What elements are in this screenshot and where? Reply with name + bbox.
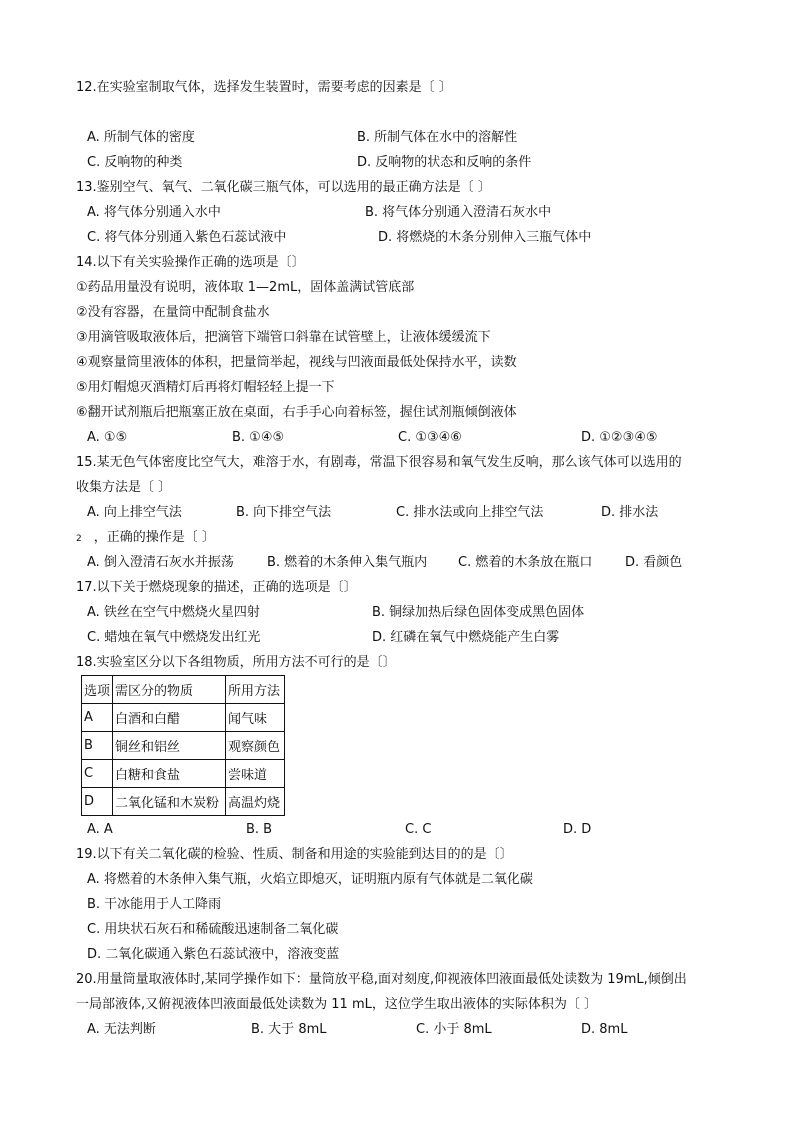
q14-stem: 14.以下有关实验操作正确的选项是〔〕 bbox=[76, 255, 305, 270]
q15-option-c: C. 排水法或向上排空气法 bbox=[396, 505, 544, 520]
q17-option-c: C. 蜡烛在氧气中燃烧发出红光 bbox=[87, 630, 261, 645]
q20-option-c: C. 小于 8mL bbox=[416, 1022, 492, 1037]
table-header-cell: 选项 bbox=[82, 676, 113, 704]
q20-option-d: D. 8mL bbox=[581, 1022, 628, 1037]
q19-option-a: A. 将燃着的木条伸入集气瓶，火焰立即熄灭，证明瓶内原有气体就是二氧化碳 bbox=[87, 872, 533, 887]
table-cell: C bbox=[82, 760, 113, 788]
q12-option-b: B. 所制气体在水中的溶解性 bbox=[357, 130, 518, 145]
q17-stem: 17.以下关于燃烧现象的描述，正确的选项是〔〕 bbox=[76, 580, 357, 595]
q12-option-c: C. 反响物的种类 bbox=[87, 155, 183, 170]
q14-option-a: A. ①⑤ bbox=[87, 430, 128, 445]
table-cell: 尝味道 bbox=[226, 760, 285, 788]
q20-option-a: A. 无法判断 bbox=[87, 1022, 156, 1037]
q17-option-d: D. 红磷在氧气中燃烧能产生白雾 bbox=[372, 630, 560, 645]
q19-stem: 19.以下有关二氧化碳的检验、性质、制备和用途的实验能到达目的的是〔〕 bbox=[76, 847, 513, 862]
q20-stem-line-2: 一局部液体,又俯视液体凹液面最低处读数为 11 mL，这位学生取出液体的实际体积为〔 〕 bbox=[76, 997, 597, 1012]
q14-option-d: D. ①②③④⑤ bbox=[581, 430, 658, 445]
q18-option-a: A. A bbox=[87, 822, 113, 837]
table-cell: 铜丝和铝丝 bbox=[113, 732, 226, 760]
q14-option-b: B. ①④⑤ bbox=[232, 430, 285, 445]
table-cell: A bbox=[82, 704, 113, 732]
q18-option-c: C. C bbox=[405, 822, 432, 837]
q18-option-d: D. D bbox=[563, 822, 592, 837]
q14-item-6: ⑥翻开试剂瓶后把瓶塞正放在桌面，右手手心向着标签，握住试剂瓶倾倒液体 bbox=[76, 405, 517, 420]
table-cell: 白酒和白醋 bbox=[113, 704, 226, 732]
q15-option-b: B. 向下排空气法 bbox=[236, 505, 332, 520]
q19-option-d: D. 二氧化碳通入紫色石蕊试液中，溶液变蓝 bbox=[87, 947, 340, 962]
q12-option-d: D. 反响物的状态和反响的条件 bbox=[357, 155, 532, 170]
q13-option-a: A. 将气体分别通入水中 bbox=[87, 205, 221, 220]
q14-item-5: ⑤用灯帽熄灭酒精灯后再将灯帽轻轻上提一下 bbox=[76, 380, 335, 395]
q12-option-a: A. 所制气体的密度 bbox=[87, 130, 195, 145]
table-row bbox=[82, 732, 285, 760]
q16-option-b: B. 燃着的木条伸入集气瓶内 bbox=[267, 555, 428, 570]
q18-table bbox=[81, 675, 285, 816]
q13-option-d: D. 将燃烧的木条分别伸入三瓶气体中 bbox=[378, 230, 592, 245]
q18-stem: 18.实验室区分以下各组物质，所用方法不可行的是〔〕 bbox=[76, 655, 396, 670]
q20-option-b: B. 大于 8mL bbox=[251, 1022, 327, 1037]
q16-option-c: C. 燃着的木条放在瓶口 bbox=[458, 555, 593, 570]
table-header-cell: 所用方法 bbox=[226, 676, 285, 704]
table-header-cell: 需区分的物质 bbox=[113, 676, 226, 704]
q14-item-3: ③用滴管吸取液体后，把滴管下端管口斜靠在试管壁上，让液体缓缓流下 bbox=[76, 330, 491, 345]
table-cell: B bbox=[82, 732, 113, 760]
q20-stem-line-1: 20.用量筒量取液体时,某同学操作如下：量筒放平稳,面对刻度,仰视液体凹液面最低处读数为 19mL,倾倒出 bbox=[76, 972, 687, 987]
q14-item-2: ②没有容器，在量筒中配制食盐水 bbox=[76, 305, 270, 320]
table-row bbox=[82, 760, 285, 788]
q16-option-d: D. 看颜色 bbox=[625, 555, 683, 570]
table-cell: 高温灼烧 bbox=[226, 788, 285, 816]
q14-item-1: ①药品用量没有说明，液体取 1—2mL，固体盖满试管底部 bbox=[76, 280, 415, 295]
q16-stem-text: ，正确的操作是〔 〕 bbox=[93, 530, 215, 545]
table-row bbox=[82, 788, 285, 816]
table-cell: 观察颜色 bbox=[226, 732, 285, 760]
q14-option-c: C. ①③④⑥ bbox=[398, 430, 462, 445]
q18-option-b: B. B bbox=[246, 822, 273, 837]
table-cell: D bbox=[82, 788, 113, 816]
q15-option-a: A. 向上排空气法 bbox=[87, 505, 182, 520]
table-cell: 白糖和食盐 bbox=[113, 760, 226, 788]
q13-option-c: C. 将气体分别通入紫色石蕊试液中 bbox=[87, 230, 287, 245]
table-cell: 二氧化锰和木炭粉 bbox=[113, 788, 226, 816]
q13-option-b: B. 将气体分别通入澄清石灰水中 bbox=[365, 205, 552, 220]
q15-option-d: D. 排水法 bbox=[601, 505, 659, 520]
q19-option-b: B. 干冰能用于人工降雨 bbox=[87, 897, 222, 912]
q17-option-b: B. 铜绿加热后绿色固体变成黑色固体 bbox=[372, 605, 585, 620]
q16-option-a: A. 倒入澄清石灰水并振荡 bbox=[87, 555, 234, 570]
q15-stem-line-2: 收集方法是〔 〕 bbox=[76, 480, 172, 495]
table-row bbox=[82, 704, 285, 732]
q19-option-c: C. 用块状石灰石和稀硫酸迅速制备二氧化碳 bbox=[87, 922, 339, 937]
q15-stem-line-1: 15.某无色气体密度比空气大，难溶于水，有剧毒，常温下很容易和氧气发生反响，那么该气体可以选用的 bbox=[76, 455, 682, 470]
table-header-row bbox=[82, 676, 285, 704]
q16-stem bbox=[76, 529, 215, 548]
table-cell: 闻气味 bbox=[226, 704, 285, 732]
q16-subscript: 2 bbox=[76, 534, 82, 544]
q14-item-4: ④观察量筒里液体的体积，把量筒举起，视线与凹液面最低处保持水平，读数 bbox=[76, 355, 517, 370]
q13-stem: 13.鉴别空气、氧气、二氧化碳三瓶气体，可以选用的最正确方法是〔 〕 bbox=[76, 180, 491, 195]
q17-option-a: A. 铁丝在空气中燃烧火星四射 bbox=[87, 605, 260, 620]
q12-stem: 12.在实验室制取气体，选择发生装置时，需要考虑的因素是〔 〕 bbox=[76, 80, 452, 95]
